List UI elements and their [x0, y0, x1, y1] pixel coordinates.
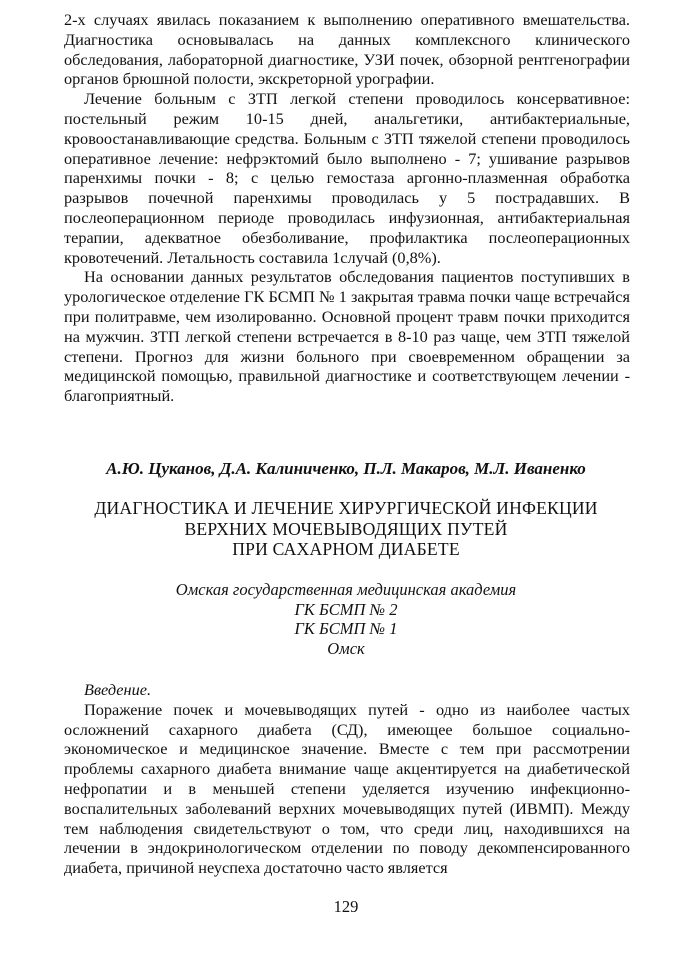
affiliation-line: Омск	[327, 638, 365, 658]
page-number: 129	[333, 897, 359, 916]
affiliation-line: ГК БСМП № 2	[294, 599, 398, 619]
paragraph-conclusion: На основании данных результатов обследования пациентов поступивших в урологическое отделение ГК БСМП № 1 закрытая травма почки чаще встречайся при политравме, чем изолированно. Основной процент травм почки приходится на мужчин. ЗТП легкой степени встречается в 8-10 раз чаще, чем ЗТП тяжелой степени. Прогноз для жизни больного при своевременном обращении за медицинской помощью, правильной диагностике и соответствующем лечении - благоприятный.	[64, 267, 630, 406]
article-title-line: ВЕРХНИХ МОЧЕВЫВОДЯЩИХ ПУТЕЙ	[184, 518, 508, 539]
article-title-line: ПРИ САХАРНОМ ДИАБЕТЕ	[232, 539, 460, 559]
paragraph-introduction: Поражение почек и мочевыводящих путей - одно из наиболее частых осложнений сахарного диабета (СД), имеющее большое социально-экономическое и медицинское значение. Вместе с тем при рассмотрении проблемы сахарного диабета внимание чаще акцентируется на диабетической нефропатии и в меньшей степени уделяется изучению инфекционно-воспалительных заболеваний верхних мочевыводящих путей (ИВМП). Между тем наблюдения свидетельствуют о том, что среди лиц, находившихся на лечении в эндокринологическом отделении по поводу декомпенсированного диабета, причиной неуспеха достаточно часто является	[64, 699, 630, 878]
section-label-introduction: Введение.	[84, 680, 152, 699]
top-text-block	[64, 10, 630, 406]
paragraph-treatment: Лечение больным с ЗТП легкой степени проводилось консервативное: постельный режим 10-15 дней, анальгетики, антибактериальные, кровоостанавливающие средства. Больным с ЗТП тяжелой степени проводилось оперативное лечение: нефрэктомий было выполнено - 7; ушивание разрывов паренхимы почки - 8; с целью гемостаза аргонно-плазменная обработка разрывов почечной паренхимы проводилась у 5 пострадавших. В послеоперационном периоде проводилась инфузионная, антибактериальная терапии, адекватное обезболивание, профилактика послеоперационных кровотечений. Летальность составила 1случай (0,8%).	[64, 89, 630, 267]
affiliation-line: Омская государственная медицинская академия	[175, 580, 517, 599]
article-affiliation	[0, 580, 692, 658]
introduction-block	[64, 680, 630, 878]
article-title-line: ДИАГНОСТИКА И ЛЕЧЕНИЕ ХИРУРГИЧЕСКОЙ ИНФЕКЦИИ	[94, 498, 598, 518]
article-authors: А.Ю. Цуканов, Д.А. Калиниченко, П.Л. Макаров, М.Л. Иваненко	[106, 459, 586, 478]
affiliation-line: ГК БСМП № 1	[294, 619, 398, 638]
paragraph-continuation: 2-х случаях явилась показанием к выполнению оперативного вмешательства. Диагностика основывалась на данных комплексного клинического обследования, лабораторной диагностике, УЗИ почек, обзорной рентгенографии органов брюшной полости, экскреторной урографии.	[64, 10, 630, 89]
article-title	[0, 498, 692, 560]
